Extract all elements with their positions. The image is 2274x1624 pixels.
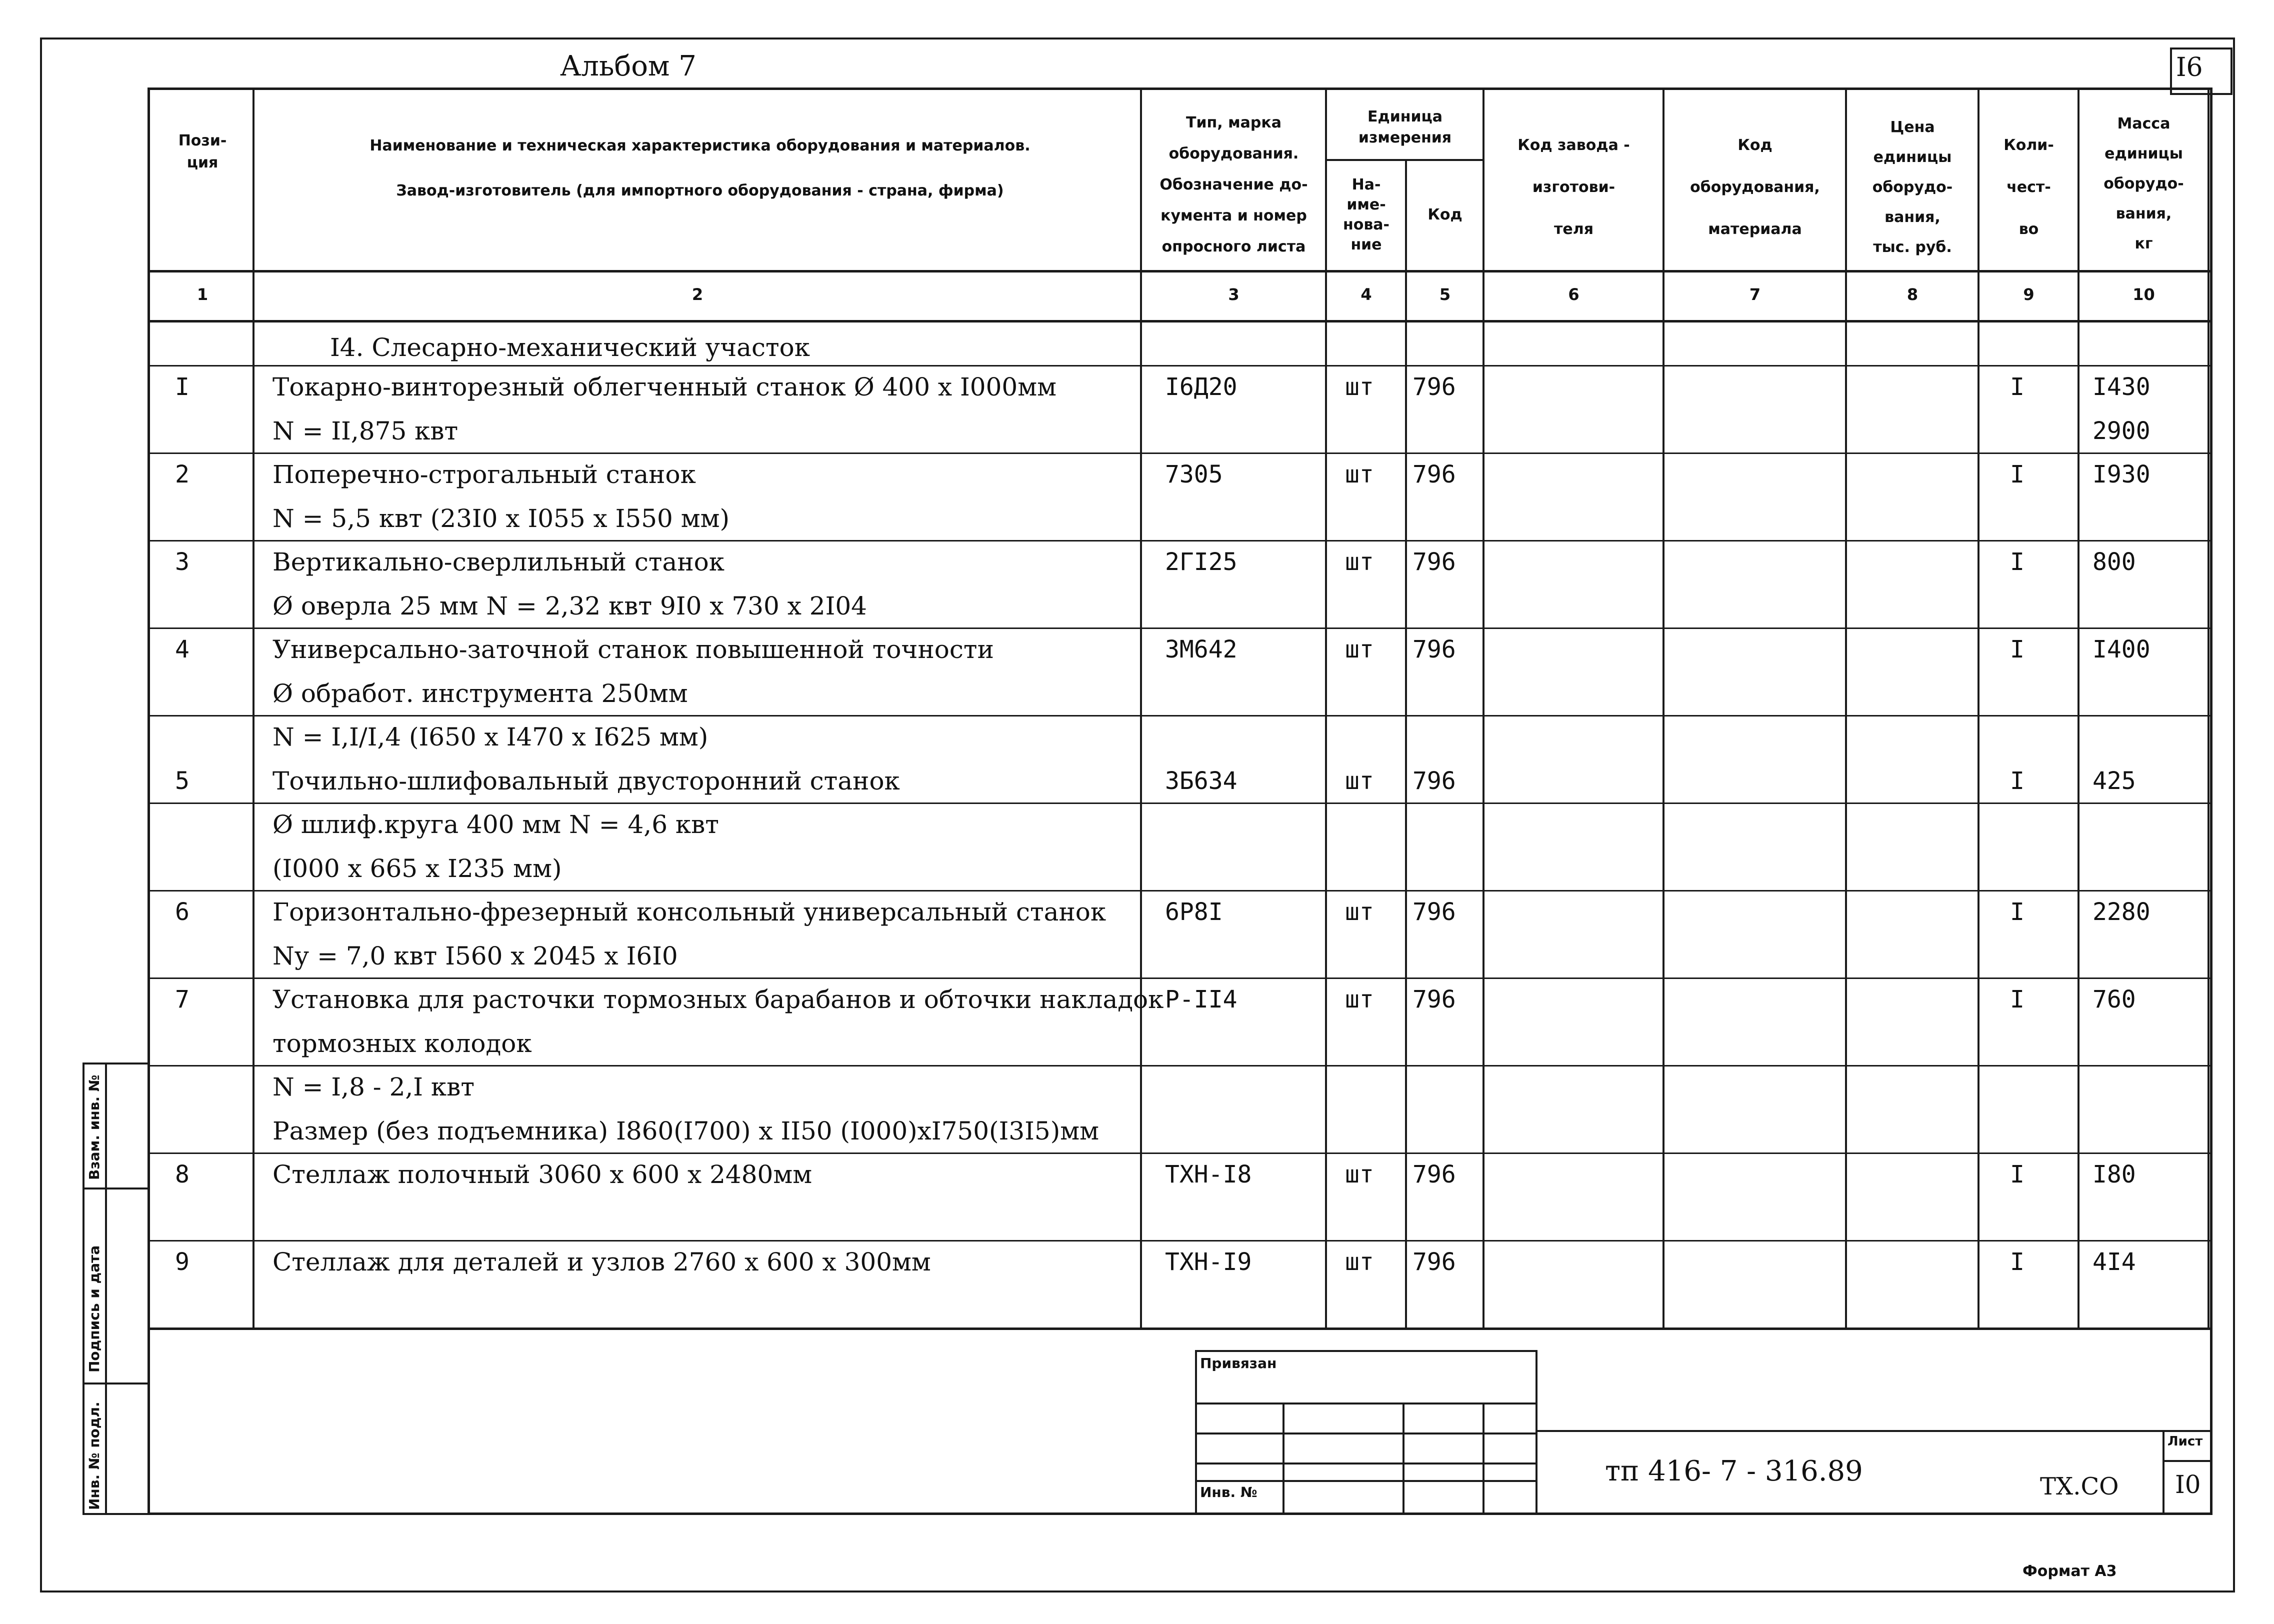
row-quantity: I <box>2010 1160 2024 1188</box>
row-quantity: I <box>2010 460 2024 488</box>
section-code: ТХ.СО <box>2040 1472 2119 1500</box>
privyazan-col-1 <box>1282 1402 1284 1515</box>
row-separator <box>148 452 2212 454</box>
privyazan-line-4 <box>1195 1480 1538 1482</box>
row-name: Горизонтально-фрезерный консольный универсальный станок <box>272 898 1106 926</box>
row-name: Ø оверла 25 мм N = 2,32 квт 9I0 x 730 x 2I04 <box>272 591 867 620</box>
row-unit: шт <box>1345 548 1374 576</box>
colnum-8: 8 <box>1906 285 1918 304</box>
table-bottom-line <box>148 1328 2212 1330</box>
sheet-box-divider <box>2162 1460 2212 1462</box>
privyazan-line-2 <box>1195 1432 1538 1434</box>
row-quantity: I <box>2010 986 2024 1014</box>
col-divider-3 <box>1325 88 1327 1330</box>
row-type: Р-II4 <box>1165 986 1238 1014</box>
col-divider-8 <box>1978 88 1980 1330</box>
colnum-7: 7 <box>1749 285 1761 304</box>
row-separator <box>148 365 2212 366</box>
row-mass: I80 <box>2092 1160 2136 1188</box>
privyazan-col-2 <box>1402 1402 1404 1515</box>
col-divider-4 <box>1405 160 1407 1330</box>
colnum-4: 4 <box>1360 285 1372 304</box>
row-unit: шт <box>1345 898 1374 926</box>
header-col9: Коли- чест- во <box>2004 136 2054 238</box>
row-mass: I400 <box>2092 636 2150 664</box>
row-mass: 760 <box>2092 986 2136 1014</box>
album-title: Альбом 7 <box>560 50 696 82</box>
row-name: N = 5,5 квт (23I0 x I055 x I550 мм) <box>272 504 730 533</box>
side-label-vzam: Взам. инв. № <box>86 1074 102 1180</box>
unit-group-underline <box>1325 159 1482 161</box>
privyazan-line-3 <box>1195 1462 1538 1464</box>
row-quantity: I <box>2010 898 2024 926</box>
row-name: Стеллаж полочный 3060 x 600 x 2480мм <box>272 1160 812 1189</box>
row-separator <box>148 628 2212 629</box>
row-position: 2 <box>175 460 190 488</box>
side-label-inv: Инв. № подл. <box>86 1402 102 1510</box>
header-col2-line1: Наименование и техническая характеристика оборудования и материалов. <box>370 137 1030 154</box>
row-type: 7305 <box>1165 460 1223 488</box>
row-position: 6 <box>175 898 190 926</box>
sheet-corner-number: I6 <box>2176 52 2203 82</box>
row-type: I6Д20 <box>1165 373 1238 401</box>
row-name: N = II,875 квт <box>272 416 458 446</box>
row-code: 796 <box>1412 898 1456 926</box>
row-name: Nу = 7,0 квт I560 x 2045 x I6I0 <box>272 941 678 970</box>
header-unit-group: Единица измерения <box>1358 108 1452 146</box>
row-mass: 425 <box>2092 766 2136 795</box>
col-divider-5 <box>1482 88 1484 1330</box>
col-divider-1 <box>252 88 254 1330</box>
row-name: Поперечно-строгальный станок <box>272 460 696 489</box>
row-unit: шт <box>1345 460 1374 488</box>
row-unit: шт <box>1345 373 1374 401</box>
row-position: 9 <box>175 1248 190 1276</box>
colnum-10: 10 <box>2132 285 2155 304</box>
row-mass: I930 <box>2092 460 2150 488</box>
row-quantity: I <box>2010 766 2024 795</box>
row-separator <box>148 978 2212 979</box>
row-unit: шт <box>1345 986 1374 1014</box>
sheet-number: I0 <box>2175 1470 2201 1499</box>
sheet-label: Лист <box>2168 1434 2203 1449</box>
row-name: N = I,8 - 2,I квт <box>272 1072 474 1102</box>
colnum-2: 2 <box>692 285 704 304</box>
col-divider-6 <box>1662 88 1664 1330</box>
header-col5: Код <box>1428 206 1462 224</box>
row-code: 796 <box>1412 548 1456 576</box>
row-type: ТХН-I8 <box>1165 1160 1252 1188</box>
header-col8: Цена единицы оборудо- вания, тыс. руб. <box>1872 118 1953 256</box>
row-mass: I430 <box>2092 373 2150 401</box>
col-divider-10 <box>2208 88 2210 1330</box>
title-block-top <box>1538 1430 2212 1432</box>
row-separator <box>148 715 2212 716</box>
row-unit: шт <box>1345 766 1374 795</box>
row-code: 796 <box>1412 986 1456 1014</box>
row-unit: шт <box>1345 1160 1374 1188</box>
row-code: 796 <box>1412 636 1456 664</box>
row-name: Точильно-шлифовальный двусторонний станок <box>272 766 900 796</box>
row-separator <box>148 1065 2212 1066</box>
header-col7: Код оборудования, материала <box>1690 136 1820 238</box>
row-code: 796 <box>1412 1248 1456 1276</box>
doc-code: тп 416- 7 - 316.89 <box>1605 1455 1863 1488</box>
row-quantity: I <box>2010 1248 2024 1276</box>
header-bottom-line <box>148 270 2212 272</box>
row-position: I <box>175 373 190 401</box>
row-separator <box>148 1240 2212 1242</box>
row-name: Вертикально-сверлильный станок <box>272 548 725 576</box>
row-type: 3М642 <box>1165 636 1238 664</box>
row-name: (I000 x 665 x I235 мм) <box>272 854 562 883</box>
colnum-1: 1 <box>196 285 208 304</box>
row-code: 796 <box>1412 766 1456 795</box>
privyazan-line-1 <box>1195 1402 1538 1404</box>
row-quantity: I <box>2010 636 2024 664</box>
row-separator <box>148 1152 2212 1154</box>
col-divider-7 <box>1845 88 1847 1330</box>
row-position: 8 <box>175 1160 190 1188</box>
colnum-9: 9 <box>2023 285 2034 304</box>
row-code: 796 <box>1412 1160 1456 1188</box>
row-name: Установка для расточки тормозных барабанов и обточки накладок <box>272 985 1164 1014</box>
header-col2-line2: Завод-изготовитель (для импортного оборудования - страна, фирма) <box>396 182 1004 200</box>
col-divider-9 <box>2078 88 2080 1330</box>
row-type: 3Б634 <box>1165 766 1238 795</box>
row-separator <box>148 802 2212 804</box>
row-name: Токарно-винторезный облегченный станок Ø 400 x I000мм <box>272 372 1056 402</box>
colnum-5: 5 <box>1439 285 1451 304</box>
row-mass: 800 <box>2092 548 2136 576</box>
header-col1: Пози- ция <box>178 132 227 172</box>
col-divider-2 <box>1140 88 1142 1330</box>
header-col10: Масса единицы оборудо- вания, кг <box>2104 114 2184 252</box>
row-unit: шт <box>1345 636 1374 664</box>
row-unit: шт <box>1345 1248 1374 1276</box>
section-title: I4. Слесарно-механический участок <box>330 333 810 362</box>
side-strip-divider <box>105 1062 107 1515</box>
row-mass: 2280 <box>2092 898 2150 926</box>
row-name: тормозных колодок <box>272 1028 532 1058</box>
side-strip-sep-1 <box>82 1188 150 1190</box>
row-separator <box>148 540 2212 542</box>
row-name: Ø шлиф.круга 400 мм N = 4,6 квт <box>272 810 719 839</box>
privyazan-col-3 <box>1482 1402 1484 1515</box>
side-label-podpis: Подпись и дата <box>86 1245 102 1372</box>
colnum-bottom-line <box>148 320 2212 322</box>
row-position: 4 <box>175 636 190 664</box>
row-position: 7 <box>175 986 190 1014</box>
row-name: Ø обработ. инструмента 250мм <box>272 678 688 708</box>
row-quantity: I <box>2010 548 2024 576</box>
row-code: 796 <box>1412 460 1456 488</box>
header-col6: Код завода - изготови- теля <box>1518 136 1630 238</box>
side-strip-sep-2 <box>82 1382 150 1384</box>
header-col3: Тип, марка оборудования. Обозначение до- кумента и номер опросного листа <box>1160 114 1308 256</box>
row-name: Размер (без подъемника) I860(I700) x II50 (I000)xI750(I3I5)мм <box>272 1116 1099 1146</box>
row-mass: 4I4 <box>2092 1248 2136 1276</box>
row-name: Стеллаж для деталей и узлов 2760 x 600 x 300мм <box>272 1248 931 1276</box>
row-type: ТХН-I9 <box>1165 1248 1252 1276</box>
row-name: Универсально-заточной станок повышенной точности <box>272 635 994 664</box>
colnum-6: 6 <box>1568 285 1580 304</box>
privyazan-label: Привязан <box>1200 1355 1277 1372</box>
sheet-box-left <box>2162 1430 2164 1515</box>
row-code: 796 <box>1412 373 1456 401</box>
row-position: 5 <box>175 766 190 795</box>
row-mass: 2900 <box>2092 416 2150 445</box>
row-quantity: I <box>2010 373 2024 401</box>
row-position: 3 <box>175 548 190 576</box>
header-col4: На- име- нова- ние <box>1342 176 1390 254</box>
row-name: N = I,I/I,4 (I650 x I470 x I625 мм) <box>272 722 708 752</box>
row-type: 6Р8I <box>1165 898 1223 926</box>
colnum-3: 3 <box>1228 285 1240 304</box>
format-label: Формат А3 <box>2022 1562 2117 1580</box>
row-separator <box>148 890 2212 892</box>
inv-no-label: Инв. № <box>1200 1484 1258 1500</box>
row-type: 2ГI25 <box>1165 548 1238 576</box>
